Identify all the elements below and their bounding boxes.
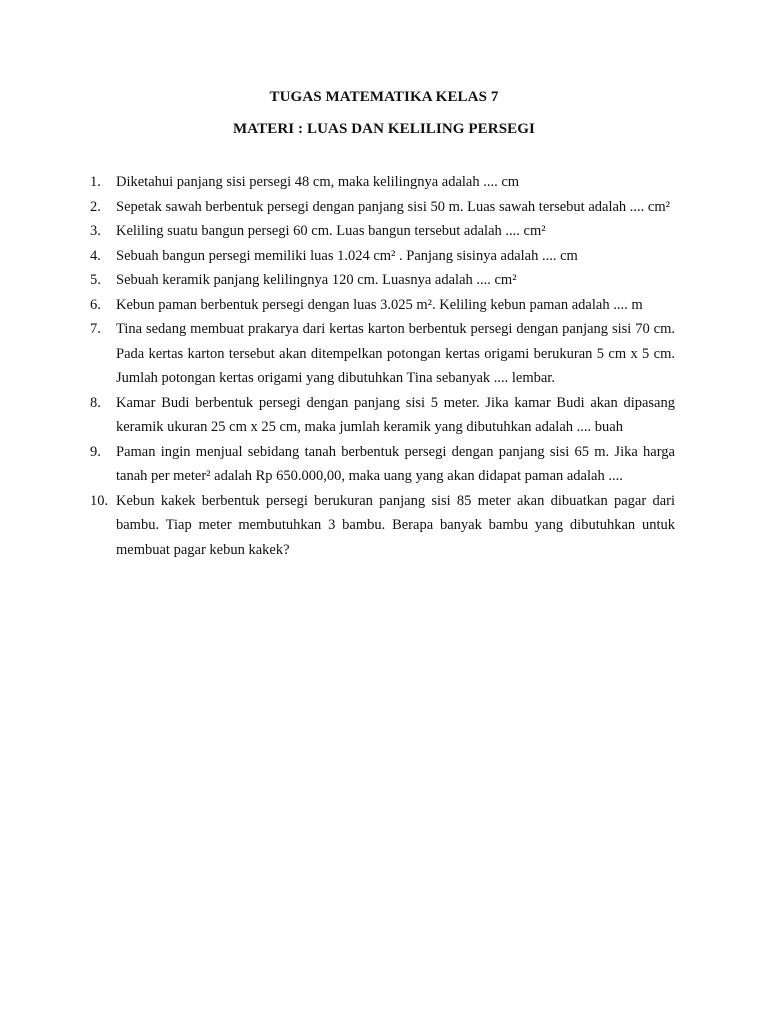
question-item [90,195,675,220]
question-number: 9. [90,443,101,460]
question-item [90,391,675,440]
question-text: Diketahui panjang sisi persegi 48 cm, maka kelilingnya adalah .... cm [116,174,520,190]
question-list [90,170,675,562]
question-item [90,170,675,195]
question-item [90,219,675,244]
question-number: 10. [90,492,109,509]
question-text: Sebuah keramik panjang kelilingnya 120 cm. Luasnya adalah .... cm² [116,272,517,288]
question-text: Kebun kakek berbentuk persegi berukuran panjang sisi 85 meter akan dibuatkan pagar dari bambu. Tiap meter membutuhkan 3 bambu. Berapa banyak bambu yang dibutuhkan untuk membuat pagar kebun kakek? [116,492,675,558]
question-text: Paman ingin menjual sebidang tanah berbentuk persegi dengan panjang sisi 65 m. Jika harga tanah per meter² adalah Rp 650.000,00, maka uang yang akan didapat paman adalah .... [116,443,675,484]
question-item [90,317,675,391]
question-number: 5. [90,272,101,288]
question-item [90,244,675,269]
question-text: Keliling suatu bangun persegi 60 cm. Luas bangun tersebut adalah .... cm² [116,223,546,239]
question-text: Kebun paman berbentuk persegi dengan luas 3.025 m². Keliling kebun paman adalah .... m [116,296,643,313]
question-number: 7. [90,321,101,337]
question-number: 8. [90,394,101,411]
question-text: Sebuah bangun persegi memiliki luas 1.024 cm² . Panjang sisinya adalah .... cm [116,247,578,264]
question-number: 1. [90,174,101,190]
document-title: TUGAS MATEMATIKA KELAS 7 [269,89,499,105]
question-number: 2. [90,198,101,215]
question-item [90,440,675,489]
question-number: 4. [90,247,101,264]
question-text: Kamar Budi berbentuk persegi dengan panjang sisi 5 meter. Jika kamar Budi akan dipasang keramik ukuran 25 cm x 25 cm, maka jumlah keramik yang dibutuhkan adalah .... buah [116,394,675,435]
question-item [90,268,675,293]
question-number: 3. [90,223,101,239]
question-text: Sepetak sawah berbentuk persegi dengan panjang sisi 50 m. Luas sawah tersebut adalah .... cm² [116,198,670,215]
question-text: Tina sedang membuat prakarya dari kertas karton berbentuk persegi dengan panjang sisi 70 cm. Pada kertas karton tersebut akan ditempelkan potongan kertas origami berukuran 5 cm x 5 cm. Jumlah potongan kertas origami yang dibutuhkan Tina sebanyak .... lembar. [116,321,675,386]
question-item [90,293,675,318]
question-number: 6. [90,296,101,313]
question-item [90,489,675,563]
document-subtitle: MATERI : LUAS DAN KELILING PERSEGI [233,121,535,137]
